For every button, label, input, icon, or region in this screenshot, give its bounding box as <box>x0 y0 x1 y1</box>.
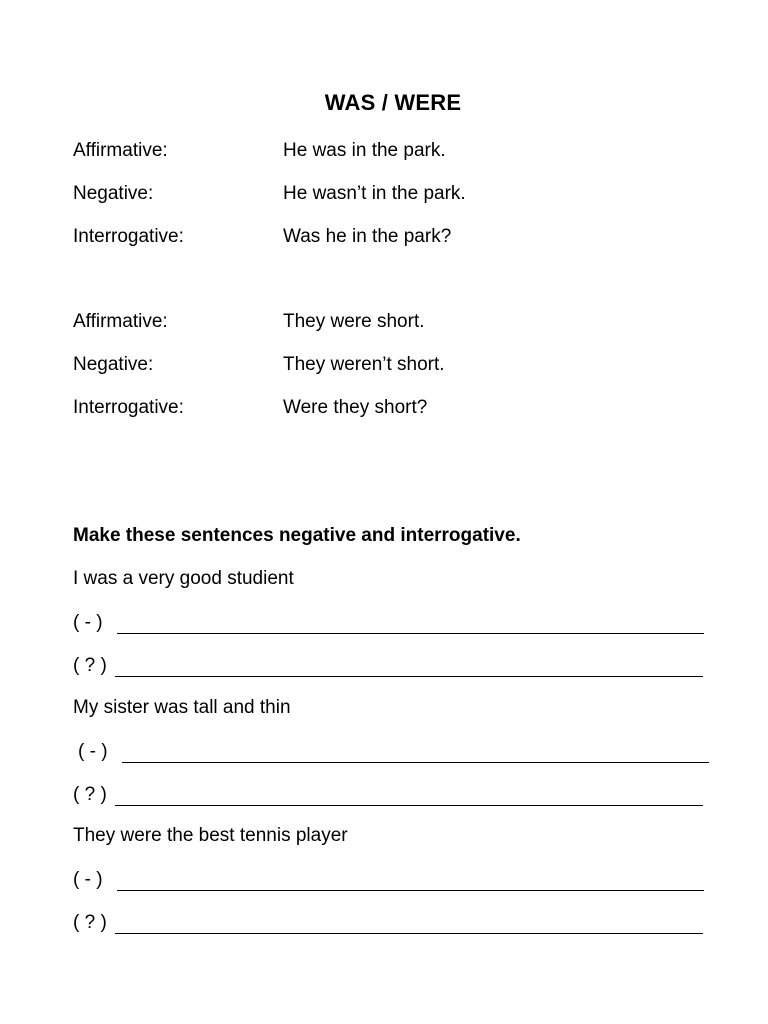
example-form-label: Affirmative: <box>73 140 168 161</box>
question-answer-line[interactable] <box>115 933 703 934</box>
example-sentence: He wasn’t in the park. <box>283 183 466 204</box>
question-answer-line[interactable] <box>115 805 703 806</box>
example-sentence: They weren’t short. <box>283 354 445 375</box>
negative-marker: ( - ) <box>78 741 108 762</box>
negative-answer-line[interactable] <box>117 633 704 634</box>
example-form-label: Affirmative: <box>73 311 168 332</box>
example-form-label: Interrogative: <box>73 397 184 418</box>
negative-answer-line[interactable] <box>122 762 709 763</box>
question-marker: ( ? ) <box>73 912 107 933</box>
negative-marker: ( - ) <box>73 612 103 633</box>
example-sentence: He was in the park. <box>283 140 446 161</box>
exercise-instruction: Make these sentences negative and interrogative. <box>73 525 521 546</box>
example-sentence: Was he in the park? <box>283 226 452 247</box>
question-answer-line[interactable] <box>115 676 703 677</box>
example-sentence: Were they short? <box>283 397 428 418</box>
example-form-label: Interrogative: <box>73 226 184 247</box>
example-form-label: Negative: <box>73 354 154 375</box>
exercise-sentence: My sister was tall and thin <box>73 697 291 718</box>
example-form-label: Negative: <box>73 183 154 204</box>
question-marker: ( ? ) <box>73 655 107 676</box>
exercise-sentence: They were the best tennis player <box>73 825 348 846</box>
negative-answer-line[interactable] <box>117 890 704 891</box>
exercise-sentence: I was a very good studient <box>73 568 294 589</box>
negative-marker: ( - ) <box>73 869 103 890</box>
page-title: WAS / WERE <box>324 90 462 115</box>
question-marker: ( ? ) <box>73 784 107 805</box>
example-sentence: They were short. <box>283 311 425 332</box>
